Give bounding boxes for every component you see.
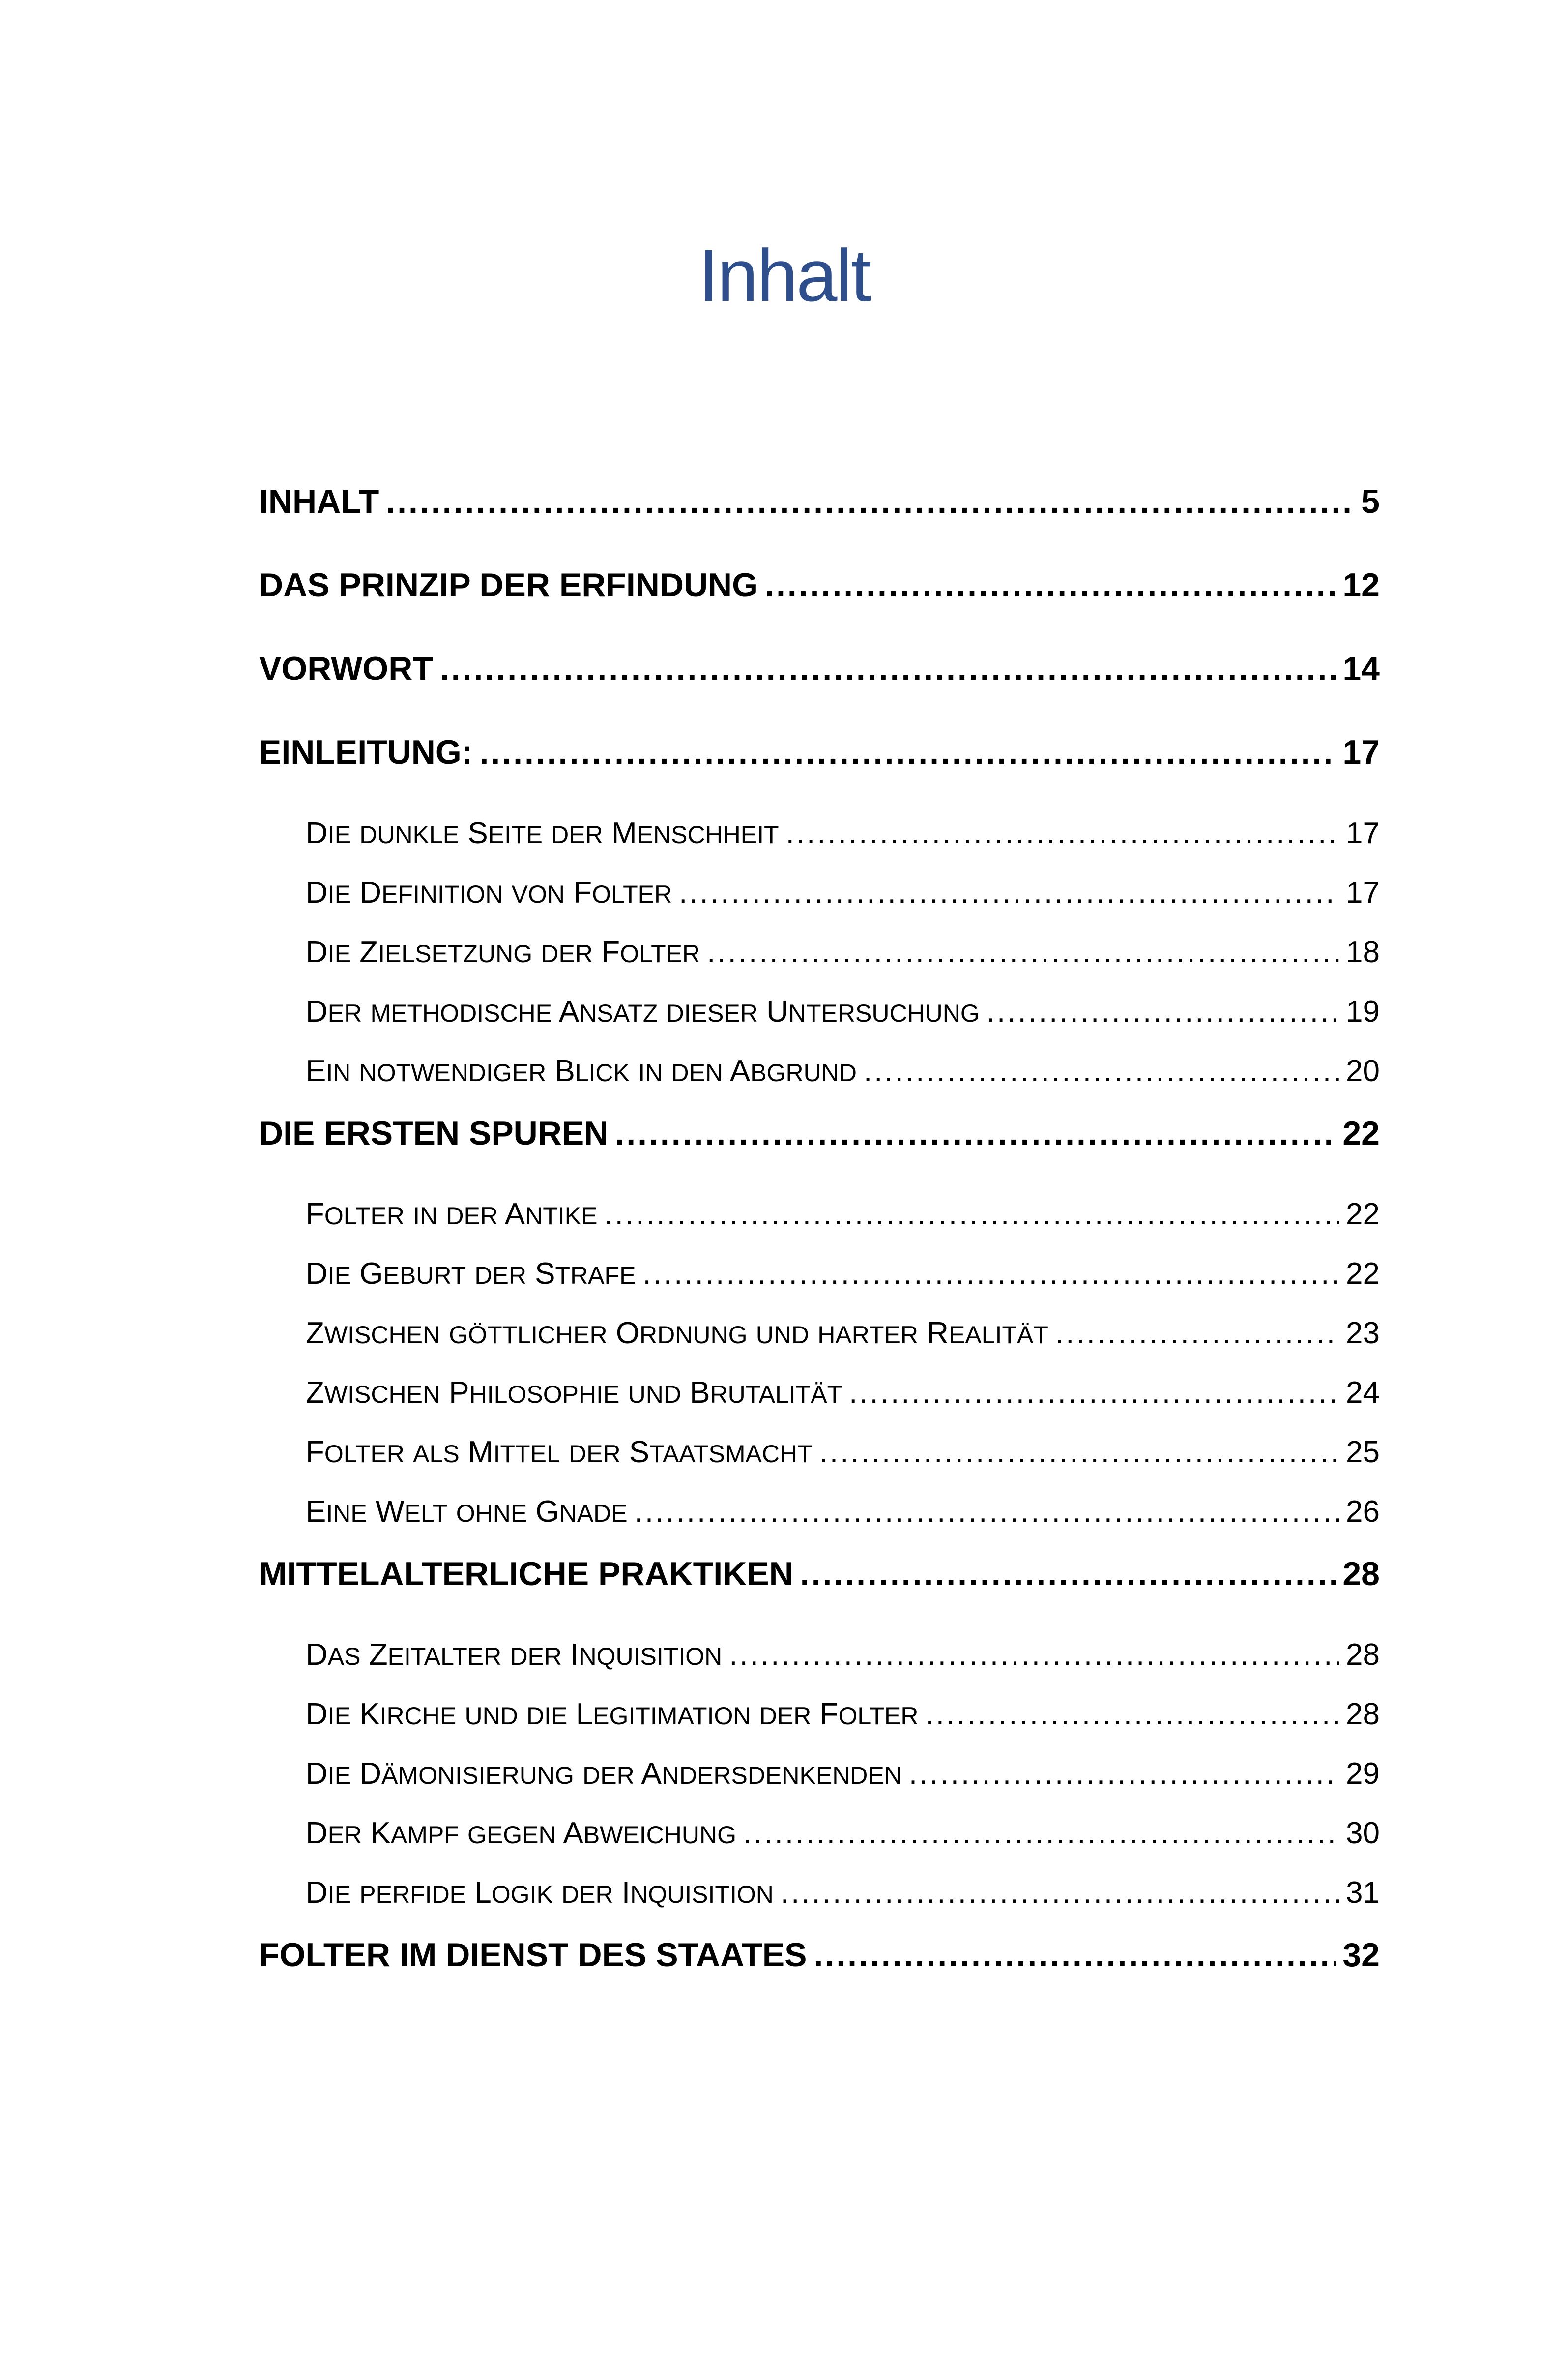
toc-chapter-title: DAS PRINZIP DER ERFINDUNG [259,566,758,604]
dot-leader [925,1690,1339,1739]
toc-section-entry[interactable] [259,1368,1380,1428]
dot-leader [765,558,1336,612]
toc-section-title: DAS ZEITALTER DER INQUISITION [306,1638,723,1672]
toc-page-number: 22 [1346,1257,1380,1291]
dot-leader [635,1487,1339,1536]
toc-page-number: 20 [1346,1054,1380,1088]
toc-page-number: 30 [1346,1816,1380,1850]
toc-section-entry[interactable] [259,1749,1380,1809]
toc-section-title: FOLTER IN DER ANTIKE [306,1197,598,1231]
toc-section-title: DER METHODISCHE ANSATZ DIESER UNTERSUCHUNG [306,995,980,1029]
dot-leader [786,809,1339,858]
toc-section-entry[interactable] [259,1690,1380,1749]
toc-page-number: 14 [1342,650,1380,687]
toc-section-entry[interactable] [259,928,1380,987]
toc-section-title: EIN NOTWENDIGER BLICK IN DEN ABGRUND [306,1054,857,1088]
toc-page-number: 32 [1342,1936,1380,1974]
toc-chapter-entry[interactable] [259,725,1380,809]
toc-section-title: DER KAMPF GEGEN ABWEICHUNG [306,1816,736,1850]
toc-section-title: DIE DÄMONISIERUNG DER ANDERSDENKENDEN [306,1757,902,1791]
toc-section-title: DIE DUNKLE SEITE DER MENSCHHEIT [306,816,779,850]
toc-section-title: DIE GEBURT DER STRAFE [306,1257,636,1291]
toc-page-number: 25 [1346,1435,1380,1469]
toc-page-number: 22 [1346,1197,1380,1231]
toc-section-entry[interactable] [259,987,1380,1047]
toc-chapter-title: FOLTER IM DIENST DES STAATES [259,1936,807,1974]
toc-page-number: 23 [1346,1316,1380,1350]
toc-page-number: 12 [1342,566,1380,604]
toc-chapter-title: DIE ERSTEN SPUREN [259,1115,609,1152]
dot-leader [679,868,1339,917]
toc-page-number: 29 [1346,1757,1380,1791]
toc-section-entry[interactable] [259,1630,1380,1690]
dot-leader [781,1868,1339,1918]
toc-section-title: DIE DEFINITION VON FOLTER [306,876,672,910]
toc-page-number: 17 [1342,734,1380,771]
page-title: Inhalt [698,234,870,317]
toc-chapter-entry[interactable] [259,474,1380,558]
toc-section-entry[interactable] [259,868,1380,928]
dot-leader [642,1249,1339,1298]
toc-section-entry[interactable] [259,1309,1380,1368]
toc-section-entry[interactable] [259,809,1380,868]
dot-leader [1055,1309,1339,1358]
dot-leader [800,1547,1336,1601]
toc-page-number: 18 [1346,935,1380,969]
toc-section-title: ZWISCHEN PHILOSOPHIE UND BRUTALITÄT [306,1376,842,1410]
toc-chapter-entry[interactable] [259,1928,1380,2011]
toc-page-number: 5 [1361,483,1380,520]
toc-page-number: 24 [1346,1376,1380,1410]
dot-leader [440,642,1336,696]
dot-leader [813,1928,1336,1982]
dot-leader [864,1047,1339,1096]
dot-leader [909,1749,1339,1799]
toc-chapter-title: VORWORT [259,650,433,687]
toc-page-number: 17 [1346,816,1380,850]
toc-page-number: 28 [1346,1697,1380,1731]
toc-page-number: 17 [1346,876,1380,910]
toc-chapter-entry[interactable] [259,558,1380,642]
dot-leader [987,987,1339,1036]
toc-page-number: 28 [1342,1555,1380,1593]
toc-page-number: 22 [1342,1115,1380,1152]
toc-page-number: 19 [1346,995,1380,1029]
toc-section-title: FOLTER ALS MITTEL DER STAATSMACHT [306,1435,813,1469]
toc-chapter-entry[interactable] [259,642,1380,725]
toc-section-entry[interactable] [259,1809,1380,1868]
dot-leader [743,1809,1339,1858]
toc-chapter-title: MITTELALTERLICHE PRAKTIKEN [259,1555,793,1593]
toc-section-title: EINE WELT OHNE GNADE [306,1495,628,1529]
toc-page-number: 31 [1346,1876,1380,1910]
table-of-contents [259,474,1380,2011]
toc-chapter-title: EINLEITUNG: [259,734,473,771]
dot-leader [386,474,1354,529]
toc-section-title: DIE KIRCHE UND DIE LEGITIMATION DER FOLTER [306,1697,919,1731]
toc-section-entry[interactable] [259,1249,1380,1309]
toc-section-title: DIE ZIELSETZUNG DER FOLTER [306,935,700,969]
toc-chapter-entry[interactable] [259,1547,1380,1630]
dot-leader [707,928,1339,977]
dot-leader [819,1428,1339,1477]
toc-section-entry[interactable] [259,1047,1380,1106]
toc-section-title: DIE PERFIDE LOGIK DER INQUISITION [306,1876,774,1910]
dot-leader [849,1368,1339,1417]
toc-section-entry[interactable] [259,1487,1380,1547]
toc-section-entry[interactable] [259,1868,1380,1928]
dot-leader [615,1106,1336,1160]
toc-section-title: ZWISCHEN GÖTTLICHER ORDNUNG UND HARTER REALITÄT [306,1316,1048,1350]
toc-chapter-entry[interactable] [259,1106,1380,1190]
dot-leader [479,725,1336,779]
toc-page-number: 28 [1346,1638,1380,1672]
toc-section-entry[interactable] [259,1428,1380,1487]
dot-leader [604,1190,1339,1239]
toc-chapter-title: INHALT [259,483,379,520]
toc-page-number: 26 [1346,1495,1380,1529]
toc-section-entry[interactable] [259,1190,1380,1249]
dot-leader [729,1630,1339,1680]
